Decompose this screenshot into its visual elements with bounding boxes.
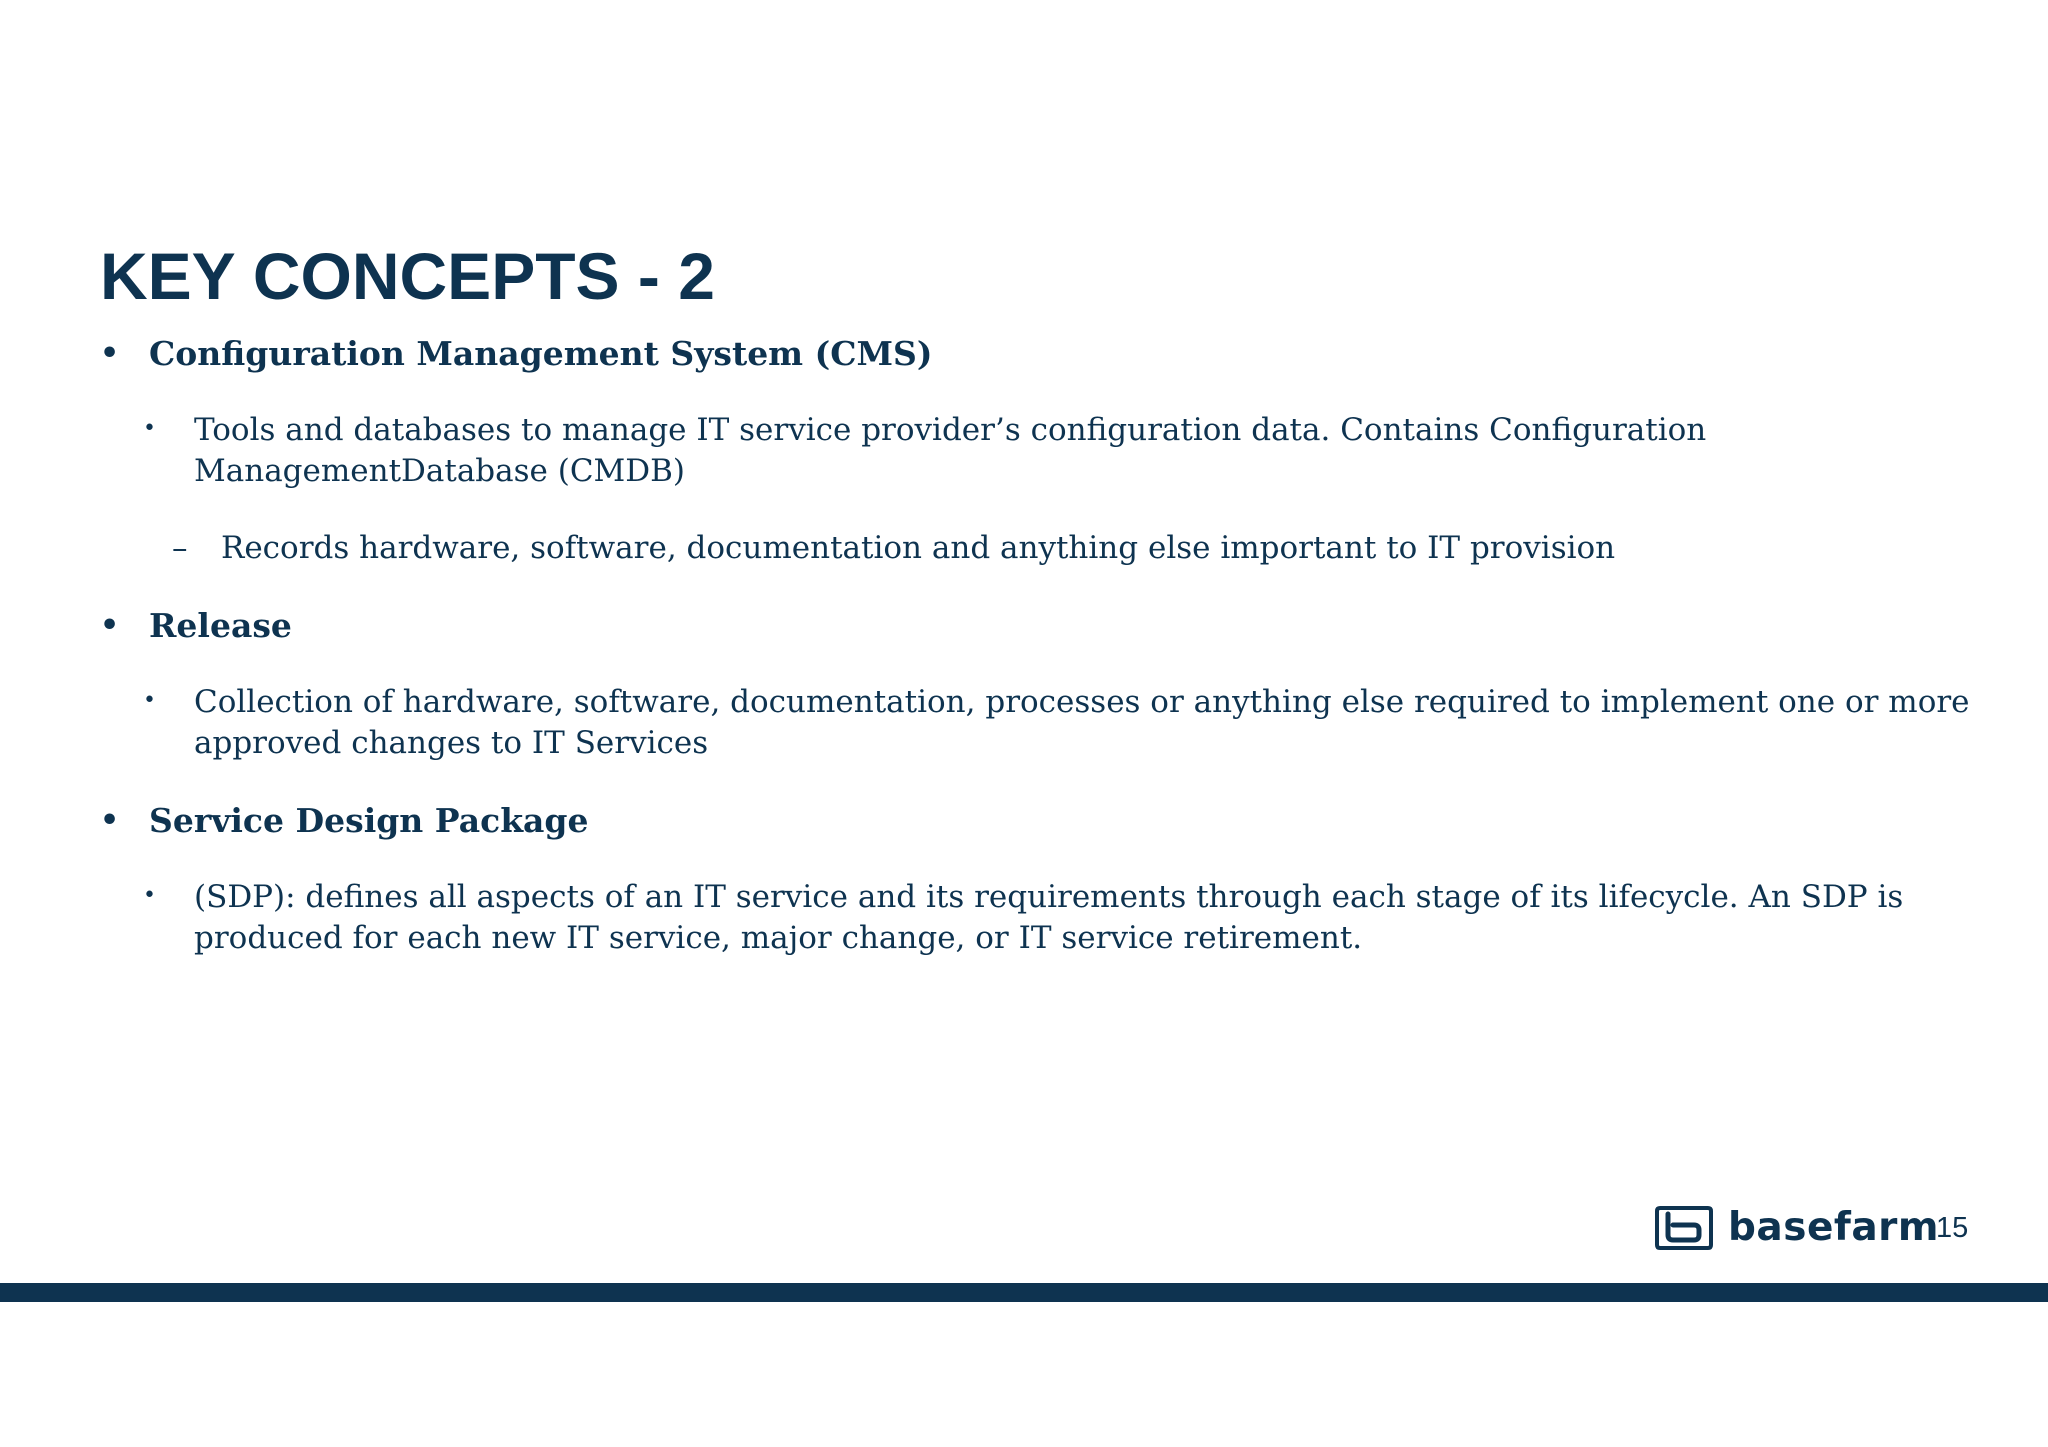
bullet-marker: •	[100, 803, 120, 838]
bullet-marker: •	[100, 336, 120, 371]
sub-bullet-text: Collection of hardware, software, documentation, processes or anything else required to implement one or more approved changes to IT Services	[194, 684, 1970, 761]
page-number: 15	[1936, 1212, 1969, 1244]
sub-bullet-text: Tools and databases to manage IT service provider’s configuration data. Contains Configuration ManagementDatabase (CMDB)	[194, 412, 1707, 489]
sub-sub-bullet-text: Records hardware, software, documentation and anything else important to IT provision	[221, 530, 1616, 566]
sub-bullet-marker: •	[143, 883, 156, 908]
sub-bullet-marker: •	[143, 416, 156, 441]
basefarm-logo	[1654, 1204, 1939, 1252]
bullet-heading: Service Design Package	[149, 801, 589, 840]
logo-wordmark: basefarm	[1728, 1205, 1940, 1250]
bullet-heading: Configuration Management System (CMS)	[149, 334, 933, 373]
dash-marker: –	[172, 530, 188, 566]
bullet-heading: Release	[149, 606, 292, 645]
basefarm-logo-icon	[1654, 1204, 1714, 1252]
footer-bar	[0, 1283, 2048, 1302]
bullet-marker: •	[100, 608, 120, 643]
sub-bullet-marker: •	[143, 688, 156, 713]
sub-bullet-text: (SDP): defines all aspects of an IT service and its requirements through each stage of its lifecycle. An SDP is produced for each new IT service, major change, or IT service retirement.	[194, 879, 1904, 956]
slide-title: KEY CONCEPTS - 2	[100, 239, 715, 313]
